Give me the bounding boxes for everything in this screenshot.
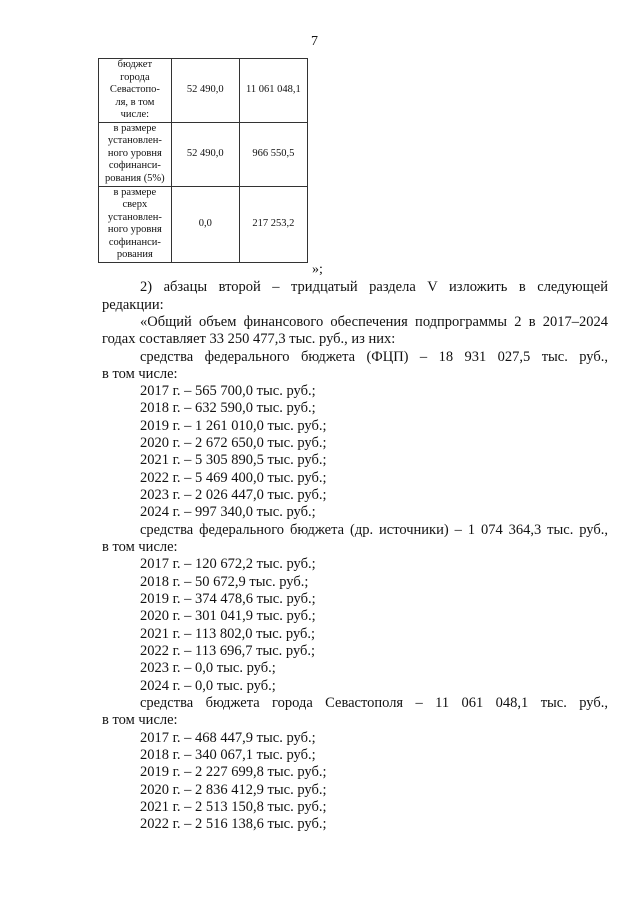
- table-cell-value: 966 550,5: [239, 122, 307, 186]
- other-year-item: 2018 г. – 50 672,9 тыс. руб.;: [140, 574, 309, 590]
- table-cell-value: 52 490,0: [171, 122, 239, 186]
- fcp-year-item: 2018 г. – 632 590,0 тыс. руб.;: [140, 400, 316, 416]
- other-year-item: 2024 г. – 0,0 тыс. руб.;: [140, 678, 276, 694]
- cell-line: ного уровня: [107, 224, 162, 235]
- budget-table: [98, 58, 308, 263]
- cell-line: софинанси-: [108, 236, 161, 248]
- sevastopol-heading: средства бюджета города Севастополя – 11 061 048,1 тыс. руб.,: [140, 695, 608, 711]
- table-cell-label: [99, 59, 172, 123]
- cell-line: в размере: [113, 122, 157, 134]
- sevastopol-year-item: 2020 г. – 2 836 412,9 тыс. руб.;: [140, 782, 327, 798]
- table-cell-value: 52 490,0: [171, 59, 239, 123]
- other-year-item: 2023 г. – 0,0 тыс. руб.;: [140, 660, 276, 676]
- table-cell-value: 0,0: [171, 186, 239, 262]
- cell-line: числе:: [120, 109, 150, 120]
- fcp-year-item: 2017 г. – 565 700,0 тыс. руб.;: [140, 383, 316, 399]
- other-year-item: 2020 г. – 301 041,9 тыс. руб.;: [140, 608, 316, 624]
- cell-line: сверх: [122, 199, 148, 210]
- other-year-item: 2021 г. – 113 802,0 тыс. руб.;: [140, 626, 316, 642]
- other-year-item: 2017 г. – 120 672,2 тыс. руб.;: [140, 556, 316, 572]
- sevastopol-year-item: 2017 г. – 468 447,9 тыс. руб.;: [140, 730, 316, 746]
- fcp-year-item: 2019 г. – 1 261 010,0 тыс. руб.;: [140, 418, 327, 434]
- closing-quote: »;: [312, 262, 323, 277]
- sevastopol-heading-cont: в том числе:: [102, 712, 178, 728]
- cell-line: города: [120, 71, 150, 83]
- cell-line: софинанси-: [108, 160, 161, 172]
- table-cell-label: [99, 186, 172, 262]
- table-cell-value: 11 061 048,1: [239, 59, 307, 123]
- cell-line: рования (5%): [105, 172, 165, 184]
- sevastopol-year-item: 2018 г. – 340 067,1 тыс. руб.;: [140, 747, 316, 763]
- fcp-year-item: 2023 г. – 2 026 447,0 тыс. руб.;: [140, 487, 327, 503]
- page-number: 7: [311, 34, 318, 49]
- paragraph-amendment: 2) абзацы второй – тридцатый раздела V изложить в следующей: [140, 279, 608, 295]
- cell-line: рования: [116, 249, 153, 260]
- table-row: [99, 186, 308, 262]
- paragraph-total-cont: годах составляет 33 250 477,3 тыс. руб., из них:: [102, 331, 396, 347]
- sevastopol-year-item: 2021 г. – 2 513 150,8 тыс. руб.;: [140, 799, 327, 815]
- paragraph-total: «Общий объем финансового обеспечения подпрограммы 2 в 2017–2024: [140, 314, 608, 330]
- other-sources-heading: средства федерального бюджета (др. источники) – 1 074 364,3 тыс. руб.,: [140, 522, 608, 538]
- paragraph-amendment-cont: редакции:: [102, 297, 164, 313]
- cell-line: ного уровня: [107, 147, 162, 159]
- table-cell-value: 217 253,2: [239, 186, 307, 262]
- table-row: [99, 59, 308, 123]
- other-year-item: 2019 г. – 374 478,6 тыс. руб.;: [140, 591, 316, 607]
- other-year-item: 2022 г. – 113 696,7 тыс. руб.;: [140, 643, 316, 659]
- fcp-heading: средства федерального бюджета (ФЦП) – 18 931 027,5 тыс. руб.,: [140, 349, 608, 365]
- other-sources-heading-cont: в том числе:: [102, 539, 178, 555]
- fcp-year-item: 2024 г. – 997 340,0 тыс. руб.;: [140, 504, 316, 520]
- sevastopol-year-item: 2022 г. – 2 516 138,6 тыс. руб.;: [140, 816, 327, 832]
- table-cell-label: [99, 122, 172, 186]
- fcp-year-item: 2021 г. – 5 305 890,5 тыс. руб.;: [140, 452, 327, 468]
- cell-line: Севастопо-: [109, 84, 160, 95]
- fcp-heading-cont: в том числе:: [102, 366, 178, 382]
- cell-line: установлен-: [107, 211, 162, 223]
- cell-line: бюджет: [117, 59, 153, 70]
- cell-line: установлен-: [107, 135, 162, 147]
- cell-line: в размере: [113, 186, 157, 198]
- fcp-year-item: 2020 г. – 2 672 650,0 тыс. руб.;: [140, 435, 327, 451]
- table-row: [99, 122, 308, 186]
- fcp-year-item: 2022 г. – 5 469 400,0 тыс. руб.;: [140, 470, 327, 486]
- sevastopol-year-item: 2019 г. – 2 227 699,8 тыс. руб.;: [140, 764, 327, 780]
- cell-line: ля, в том: [115, 96, 155, 108]
